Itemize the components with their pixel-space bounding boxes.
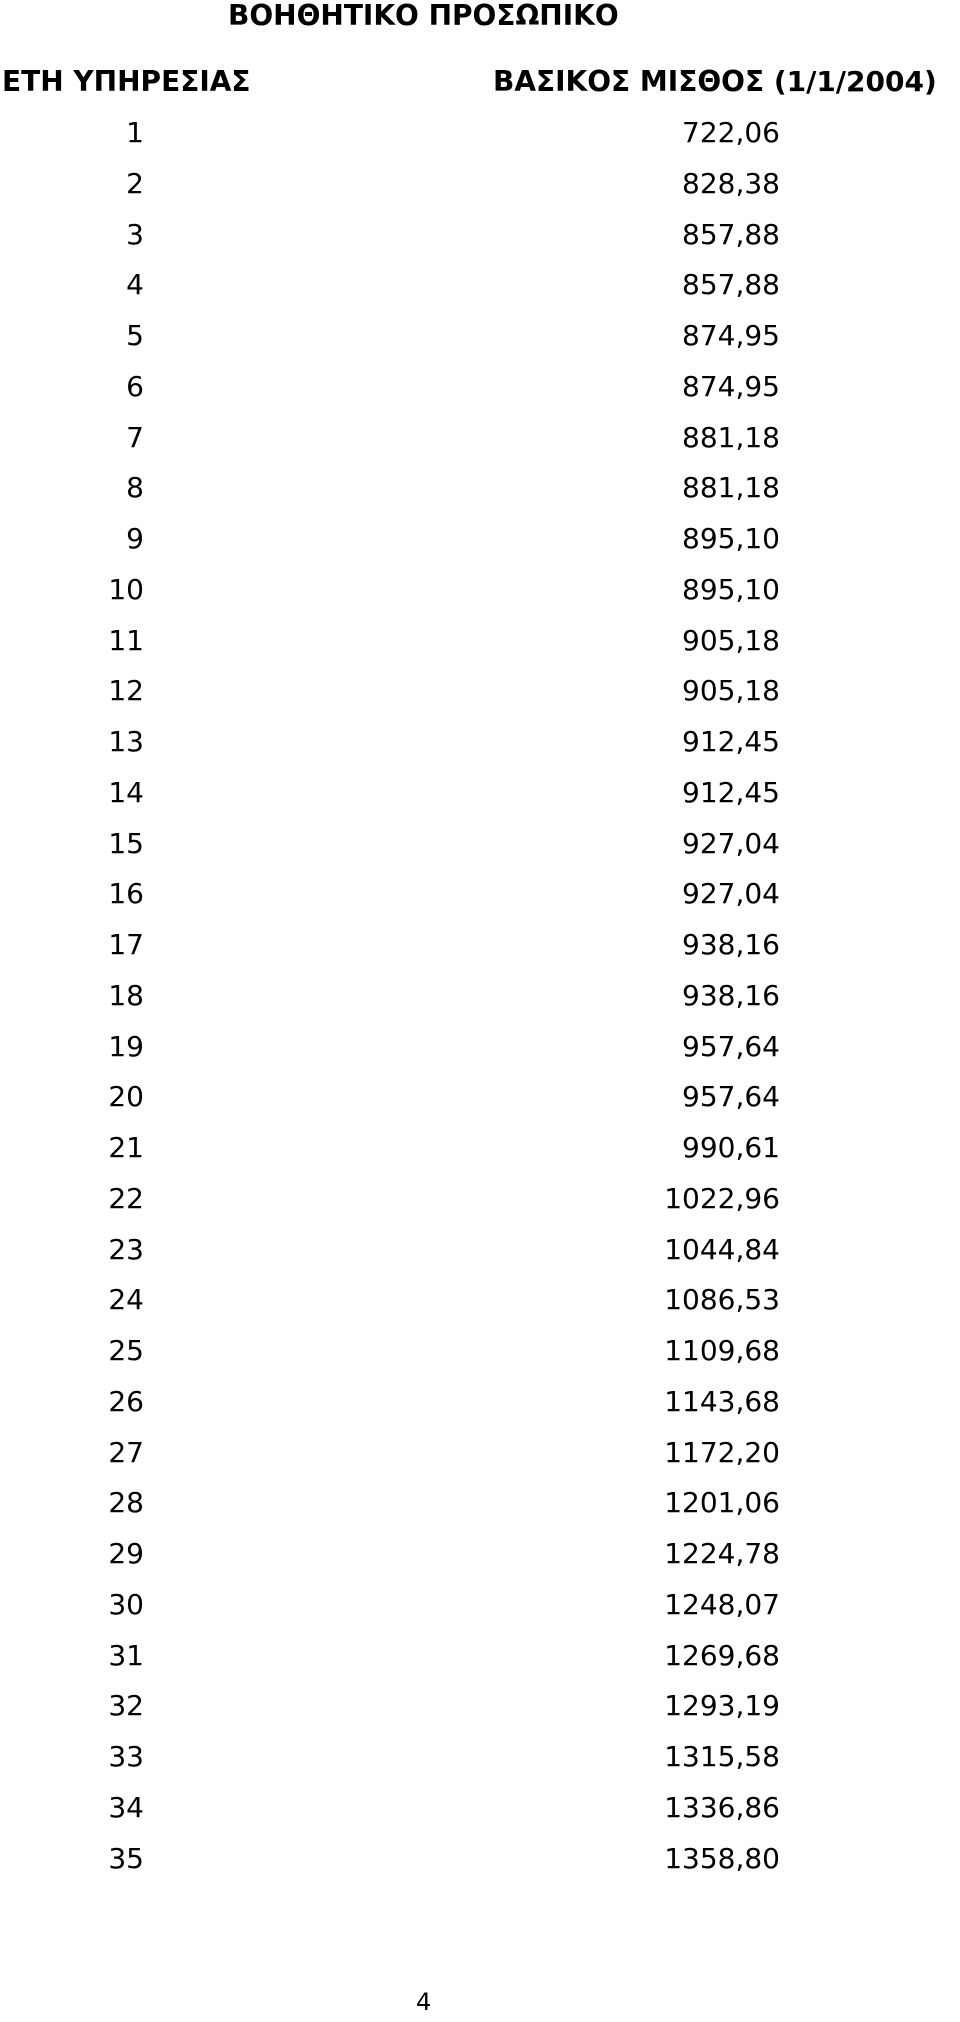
salary-cell: 1269,68 [664,1638,780,1672]
salary-cell: 912,45 [682,775,780,809]
years-cell: 2 [126,166,144,200]
years-cell: 15 [108,826,144,860]
salary-cell: 1172,20 [664,1435,780,1469]
table-row [0,1534,960,1585]
salary-cell: 874,95 [682,319,780,352]
table-row [0,468,960,519]
years-cell: 20 [108,1080,144,1114]
table-row [0,1483,960,1534]
years-cell: 18 [108,978,144,1012]
table-row [0,671,960,722]
table-row [0,570,960,621]
years-cell: 13 [108,725,144,758]
years-cell: 6 [126,369,144,403]
years-cell: 30 [108,1587,144,1621]
table-row [0,773,960,824]
table-row [0,265,960,316]
salary-cell: 874,95 [682,369,780,403]
table-row [0,1179,960,1230]
table-row [0,164,960,215]
column-header-years: ΕΤΗ ΥΠΗΡΕΣΙΑΣ [2,65,251,98]
table-row [0,1737,960,1788]
table-row [0,519,960,570]
salary-cell: 881,18 [682,471,780,505]
years-cell: 17 [108,928,144,961]
salary-cell: 957,64 [682,1080,780,1114]
salary-table-body [0,113,960,1889]
salary-cell: 857,88 [682,217,780,251]
salary-cell: 828,38 [682,166,780,200]
table-row [0,874,960,925]
table-row [0,418,960,469]
table-row [0,621,960,672]
years-cell: 26 [108,1384,144,1418]
years-cell: 12 [108,674,144,708]
salary-cell: 895,10 [682,522,780,555]
years-cell: 31 [108,1638,144,1672]
table-row [0,1788,960,1839]
years-cell: 33 [108,1740,144,1773]
years-cell: 9 [126,522,144,555]
years-cell: 25 [108,1334,144,1367]
table-row [0,215,960,266]
page-title: ΒΟΗΘΗΤΙΚΟ ΠΡΟΣΩΠΙΚΟ [228,0,619,32]
table-row [0,1230,960,1281]
table-row [0,316,960,367]
salary-cell: 912,45 [682,725,780,758]
years-cell: 35 [108,1841,144,1875]
years-cell: 4 [126,268,144,302]
salary-cell: 905,18 [682,623,780,657]
years-cell: 8 [126,471,144,505]
salary-cell: 1143,68 [664,1384,780,1418]
years-cell: 34 [108,1790,144,1824]
table-row [0,1433,960,1484]
salary-cell: 990,61 [682,1131,780,1164]
table-row [0,1027,960,1078]
years-cell: 10 [108,572,144,606]
column-header-salary: ΒΑΣΙΚΟΣ ΜΙΣΘΟΣ (1/1/2004) [493,65,937,98]
years-cell: 19 [108,1029,144,1063]
page-number: 4 [416,1988,432,2016]
table-row [0,1839,960,1890]
table-row [0,1280,960,1331]
table-row [0,1077,960,1128]
years-cell: 22 [108,1181,144,1215]
table-row [0,824,960,875]
salary-cell: 1336,86 [664,1790,780,1824]
salary-cell: 905,18 [682,674,780,708]
years-cell: 32 [108,1689,144,1723]
salary-cell: 881,18 [682,420,780,454]
salary-cell: 927,04 [682,877,780,911]
years-cell: 24 [108,1283,144,1317]
table-row [0,1585,960,1636]
salary-cell: 1201,06 [664,1486,780,1520]
years-cell: 21 [108,1131,144,1164]
salary-cell: 957,64 [682,1029,780,1063]
salary-cell: 1358,80 [664,1841,780,1875]
table-row [0,367,960,418]
years-cell: 16 [108,877,144,911]
table-row [0,1382,960,1433]
salary-cell: 1224,78 [664,1537,780,1570]
table-row [0,1686,960,1737]
salary-cell: 1086,53 [664,1283,780,1317]
years-cell: 1 [126,116,144,149]
salary-cell: 927,04 [682,826,780,860]
years-cell: 7 [126,420,144,454]
table-row [0,722,960,773]
salary-cell: 938,16 [682,928,780,961]
salary-cell: 1248,07 [664,1587,780,1621]
salary-cell: 722,06 [682,116,780,149]
salary-cell: 1293,19 [664,1689,780,1723]
years-cell: 29 [108,1537,144,1570]
table-row [0,1331,960,1382]
years-cell: 3 [126,217,144,251]
years-cell: 5 [126,319,144,352]
salary-cell: 1022,96 [664,1181,780,1215]
salary-cell: 895,10 [682,572,780,606]
table-row [0,1128,960,1179]
salary-cell: 1315,58 [664,1740,780,1773]
table-row [0,1636,960,1687]
table-row [0,976,960,1027]
salary-cell: 1109,68 [664,1334,780,1367]
salary-cell: 857,88 [682,268,780,302]
years-cell: 11 [108,623,144,657]
table-row [0,113,960,164]
years-cell: 14 [108,775,144,809]
years-cell: 28 [108,1486,144,1520]
salary-cell: 938,16 [682,978,780,1012]
years-cell: 23 [108,1232,144,1266]
salary-cell: 1044,84 [664,1232,780,1266]
table-row [0,925,960,976]
years-cell: 27 [108,1435,144,1469]
